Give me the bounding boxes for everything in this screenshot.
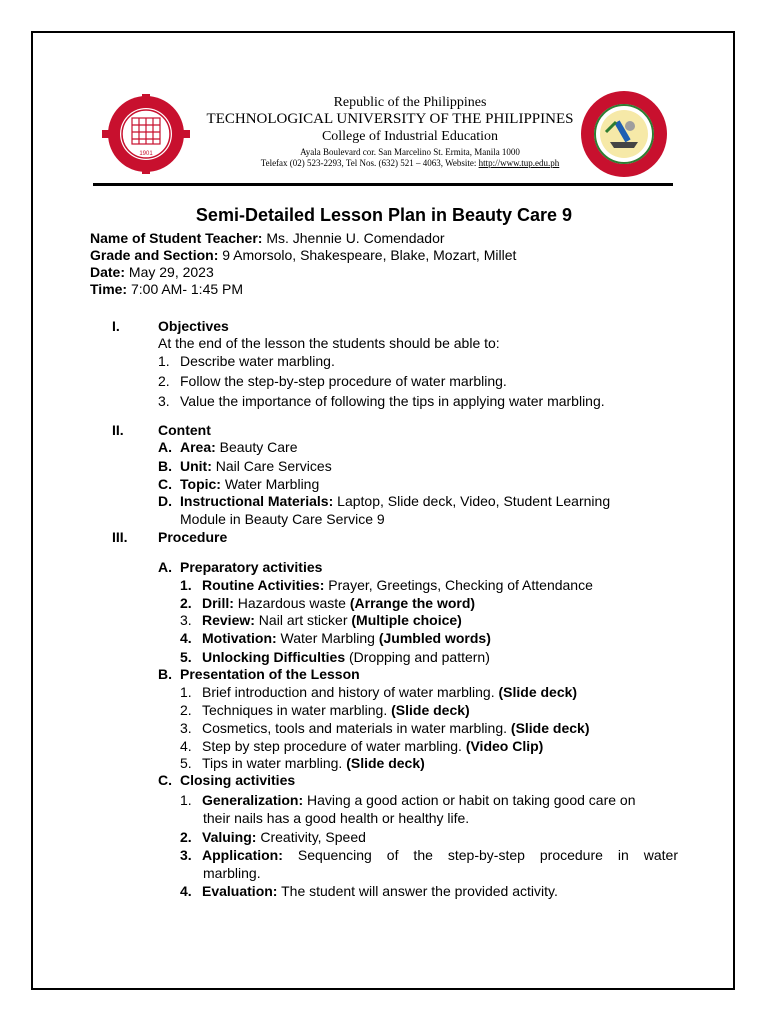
- item-value: Sequencing of the step-by-step procedure in water: [282, 847, 678, 863]
- item-label: Instructional Materials:: [180, 493, 334, 509]
- item-tag: (Multiple choice): [351, 612, 462, 628]
- info-label: Grade and Section:: [90, 247, 219, 263]
- college-name: College of Industrial Education: [321, 129, 499, 144]
- item-label: Unlocking Difficulties: [202, 649, 346, 665]
- info-teacher: [90, 229, 445, 247]
- objectives-intro: At the end of the lesson the students should be able to:: [158, 335, 500, 351]
- presentation-item: [180, 754, 425, 772]
- seal-year-label: 1901: [139, 151, 153, 157]
- item-number: 1.: [180, 577, 192, 593]
- section-title-objectives: Objectives: [158, 318, 229, 334]
- item-text: Tips in water marbling.: [202, 755, 347, 771]
- item-text: Cosmetics, tools and materials in water marbling.: [202, 720, 511, 736]
- section-title-content: Content: [158, 422, 211, 438]
- content-item: [158, 457, 332, 475]
- item-value: Water Marbling: [276, 630, 379, 646]
- item-number: 4.: [180, 630, 192, 646]
- item-number: 1.: [180, 684, 192, 700]
- presentation-item: [180, 701, 470, 719]
- content-item: [158, 438, 298, 456]
- item-letter: A.: [158, 439, 172, 455]
- section-title-procedure: Procedure: [158, 529, 228, 545]
- content-item-continuation: Module in Beauty Care Service 9: [180, 511, 385, 527]
- item-label: Routine Activities:: [202, 577, 325, 593]
- info-label: Time:: [90, 281, 128, 297]
- item-number: 3.: [158, 393, 170, 409]
- info-label: Date:: [90, 264, 126, 280]
- item-number: 4.: [180, 738, 192, 754]
- item-label: Application:: [202, 847, 283, 863]
- subsection-preparatory: [158, 558, 322, 576]
- item-value: (Dropping and pattern): [345, 649, 490, 665]
- objective-item: [158, 352, 335, 370]
- closing-item-continuation: their nails has a good health or healthy life.: [203, 810, 470, 826]
- website-link[interactable]: http://www.tup.edu.ph: [478, 158, 560, 168]
- item-text: Techniques in water marbling.: [202, 702, 392, 718]
- item-label: Valuing:: [202, 829, 257, 845]
- section-numeral: II.: [112, 422, 124, 438]
- item-label: Motivation:: [202, 630, 277, 646]
- info-section: [90, 246, 516, 264]
- item-value: The student will answer the provided activity.: [277, 883, 558, 899]
- contact-text: Telefax (02) 523-2293, Tel Nos. (632) 521 – 4063, Website:: [260, 158, 479, 168]
- item-number: 3.: [180, 720, 192, 736]
- item-letter: C.: [158, 476, 172, 492]
- item-text: Follow the step-by-step procedure of water marbling.: [180, 373, 507, 389]
- item-number: 5.: [180, 755, 192, 771]
- item-number: 3.: [180, 847, 192, 863]
- item-tag: (Jumbled words): [378, 630, 491, 646]
- item-number: 1.: [158, 353, 170, 369]
- objective-item: [158, 392, 605, 410]
- item-letter: D.: [158, 493, 172, 509]
- section-numeral: I.: [112, 318, 120, 334]
- subsection-title: Presentation of the Lesson: [180, 666, 360, 682]
- item-value: Beauty Care: [215, 439, 298, 455]
- preparatory-item: [180, 576, 593, 594]
- item-label: Topic:: [180, 476, 221, 492]
- preparatory-item: [180, 629, 491, 647]
- item-tag: (Video Clip): [465, 738, 544, 754]
- content-item: [158, 475, 319, 493]
- item-tag: (Slide deck): [346, 755, 425, 771]
- item-text: Value the importance of following the tips in applying water marbling.: [180, 393, 605, 409]
- item-value: Water Marbling: [220, 476, 320, 492]
- subsection-presentation: [158, 665, 360, 683]
- presentation-item: [180, 683, 577, 701]
- content-item: [158, 492, 610, 510]
- item-value: Laptop, Slide deck, Video, Student Learning: [333, 493, 611, 509]
- republic-line: Republic of the Philippines: [333, 95, 487, 110]
- info-value: 9 Amorsolo, Shakespeare, Blake, Mozart, Millet: [218, 247, 517, 263]
- info-value: Ms. Jhennie U. Comendador: [262, 230, 445, 246]
- closing-item: [180, 882, 558, 900]
- presentation-item: [180, 719, 590, 737]
- item-value: Prayer, Greetings, Checking of Attendance: [324, 577, 593, 593]
- item-label: Area:: [180, 439, 216, 455]
- university-name: TECHNOLOGICAL UNIVERSITY OF THE PHILIPPINES: [206, 111, 574, 127]
- info-value: 7:00 AM- 1:45 PM: [127, 281, 244, 297]
- item-number: 2.: [180, 829, 192, 845]
- item-text: Brief introduction and history of water marbling.: [202, 684, 499, 700]
- item-number: 2.: [180, 702, 192, 718]
- item-value: Hazardous waste: [233, 595, 350, 611]
- section-numeral: III.: [112, 529, 128, 545]
- subsection-letter: A.: [158, 559, 172, 575]
- preparatory-item: [180, 594, 475, 612]
- info-date: [90, 263, 214, 281]
- item-number: 2.: [180, 595, 192, 611]
- objective-item: [158, 372, 507, 390]
- item-tag: (Slide deck): [498, 684, 578, 700]
- subsection-title: Preparatory activities: [180, 559, 323, 575]
- info-time: [90, 280, 243, 298]
- item-tag: (Slide deck): [510, 720, 590, 736]
- closing-item-continuation: marbling.: [203, 865, 261, 881]
- item-number: 4.: [180, 883, 192, 899]
- presentation-item: [180, 737, 543, 755]
- item-number: 5.: [180, 649, 192, 665]
- preparatory-item: [180, 611, 462, 629]
- item-value: Nail art sticker: [254, 612, 352, 628]
- item-tag: (Slide deck): [391, 702, 470, 718]
- subsection-letter: B.: [158, 666, 172, 682]
- header-divider: [93, 183, 673, 186]
- closing-item: [180, 791, 678, 809]
- closing-item: [180, 846, 678, 864]
- item-number: 2.: [158, 373, 170, 389]
- item-value: Creativity, Speed: [256, 829, 366, 845]
- item-number: 3.: [180, 612, 192, 628]
- item-label: Unit:: [180, 458, 212, 474]
- item-number: 1.: [180, 792, 192, 808]
- tup-university-seal-icon: [100, 94, 192, 174]
- address-line: Ayala Boulevard cor. San Marcelino St. Ermita, Manila 1000: [300, 147, 520, 157]
- subsection-closing: [158, 771, 295, 789]
- item-label: Drill:: [202, 595, 234, 611]
- item-label: Generalization:: [202, 792, 304, 808]
- contact-line: [190, 158, 630, 169]
- item-tag: (Arrange the word): [349, 595, 476, 611]
- item-label: Review:: [202, 612, 255, 628]
- info-label: Name of Student Teacher:: [90, 230, 263, 246]
- item-value: Having a good action or habit on taking good care on: [303, 792, 636, 808]
- item-text: Step by step procedure of water marbling.: [202, 738, 466, 754]
- item-value: Nail Care Services: [211, 458, 332, 474]
- page-title: Semi-Detailed Lesson Plan in Beauty Care 9: [195, 205, 573, 225]
- item-text: Describe water marbling.: [180, 353, 335, 369]
- item-letter: B.: [158, 458, 172, 474]
- closing-item: [180, 828, 366, 846]
- info-value: May 29, 2023: [125, 264, 214, 280]
- subsection-letter: C.: [158, 772, 172, 788]
- subsection-title: Closing activities: [180, 772, 296, 788]
- item-label: Evaluation:: [202, 883, 278, 899]
- preparatory-item: [180, 648, 490, 666]
